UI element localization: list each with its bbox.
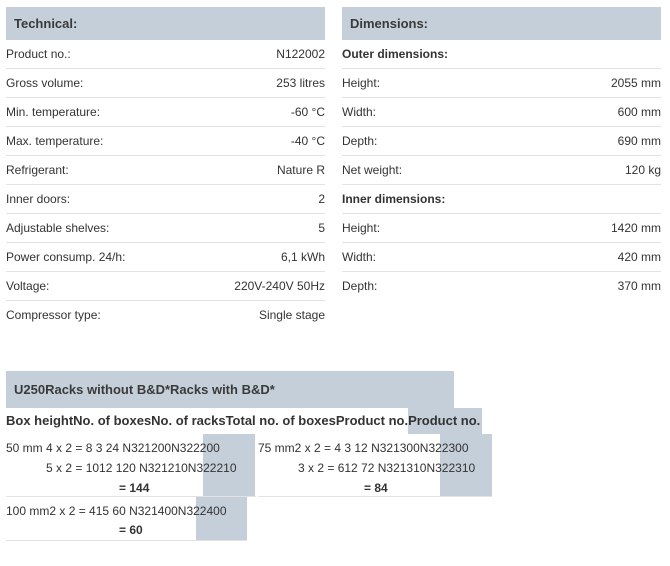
spec-value: 600 mm	[617, 105, 661, 119]
inner-dimensions-rows	[342, 214, 661, 301]
rack-row-50mm-b: 5 x 2 = 1012 120 N321210N322210	[46, 461, 237, 475]
rack-total-100mm: = 60	[119, 523, 143, 537]
product-code: N322210	[187, 461, 237, 475]
spec-row	[6, 272, 325, 301]
dimensions-header: Dimensions:	[342, 7, 661, 40]
spec-row	[342, 214, 661, 243]
spec-label: Height:	[342, 221, 381, 235]
spec-value: 120 kg	[624, 163, 661, 177]
product-code: N322310	[426, 461, 476, 475]
rack-total-50mm: = 144	[119, 481, 150, 495]
spec-row	[6, 40, 325, 69]
rack-row-50mm: 50 mm 4 x 2 = 8 3 24 N321200N322200	[6, 441, 220, 455]
spec-row	[6, 301, 325, 330]
spec-row	[342, 272, 661, 301]
rack-row-75mm-b: 3 x 2 = 612 72 N321310N322310	[298, 461, 476, 475]
spec-label: Product no.:	[6, 47, 71, 61]
outer-dimensions-rows	[342, 69, 661, 185]
spec-label: Adjustable shelves:	[6, 221, 110, 235]
spec-label: Power consump. 24/h:	[6, 250, 126, 264]
outer-dimensions-heading: Outer dimensions:	[342, 40, 661, 69]
racks-column-product-no-bd: Product no.	[408, 408, 482, 434]
spec-label: Net weight:	[342, 163, 403, 177]
spec-value: Nature R	[276, 163, 325, 177]
spec-row	[6, 214, 325, 243]
divider	[258, 496, 492, 497]
spec-value: 1420 mm	[610, 221, 661, 235]
product-code: N322400	[177, 504, 227, 518]
technical-panel	[6, 7, 325, 330]
spec-row	[6, 185, 325, 214]
spec-label: Compressor type:	[6, 308, 101, 322]
technical-rows	[6, 40, 325, 330]
spec-row	[342, 98, 661, 127]
racks-header: U250Racks without B&D*Racks with B&D*	[6, 371, 454, 408]
spec-value: 420 mm	[617, 250, 661, 264]
divider	[6, 496, 256, 497]
spec-row	[6, 156, 325, 185]
racks-column-headers	[6, 408, 482, 434]
rack-total-75mm: = 84	[364, 481, 388, 495]
spec-label: Refrigerant:	[6, 163, 69, 177]
divider	[6, 540, 247, 541]
spec-row	[6, 98, 325, 127]
spec-label: Inner doors:	[6, 192, 71, 206]
spec-label: Depth:	[342, 134, 378, 148]
spec-label: Voltage:	[6, 279, 50, 293]
spec-label: Min. temperature:	[6, 105, 101, 119]
spec-row	[342, 127, 661, 156]
rack-row-100mm: 100 mm2 x 2 = 415 60 N321400N322400	[6, 504, 227, 518]
spec-value: 2	[318, 192, 325, 206]
spec-value: 370 mm	[617, 279, 661, 293]
spec-value: 690 mm	[617, 134, 661, 148]
spec-value: N122002	[276, 47, 325, 61]
spec-label: Depth:	[342, 279, 378, 293]
spec-label: Width:	[342, 250, 377, 264]
spec-value: 6,1 kWh	[280, 250, 325, 264]
spec-row	[342, 156, 661, 185]
spec-label: Height:	[342, 76, 381, 90]
spec-label: Width:	[342, 105, 377, 119]
racks-columns-text: Box heightNo. of boxesNo. of racksTotal no. of boxesProduct no.	[6, 413, 409, 428]
inner-dimensions-heading: Inner dimensions:	[342, 185, 661, 214]
spec-row	[342, 243, 661, 272]
product-code: N322300	[419, 441, 469, 455]
spec-label: Gross volume:	[6, 76, 84, 90]
spec-row	[342, 69, 661, 98]
spec-value: -60 °C	[290, 105, 325, 119]
spec-value: -40 °C	[290, 134, 325, 148]
spec-row	[6, 69, 325, 98]
dimensions-panel	[342, 7, 661, 301]
spec-row	[6, 127, 325, 156]
spec-value: 253 litres	[276, 76, 325, 90]
spec-value: Single stage	[258, 308, 325, 322]
product-code: N322200	[171, 441, 220, 455]
technical-header: Technical:	[6, 7, 325, 40]
spec-value: 2055 mm	[610, 76, 661, 90]
spec-value: 220V-240V 50Hz	[234, 279, 325, 293]
spec-value: 5	[318, 221, 325, 235]
rack-row-75mm: 75 mm2 x 2 = 4 3 12 N321300N322300	[258, 441, 469, 455]
spec-label: Max. temperature:	[6, 134, 104, 148]
spec-row	[6, 243, 325, 272]
